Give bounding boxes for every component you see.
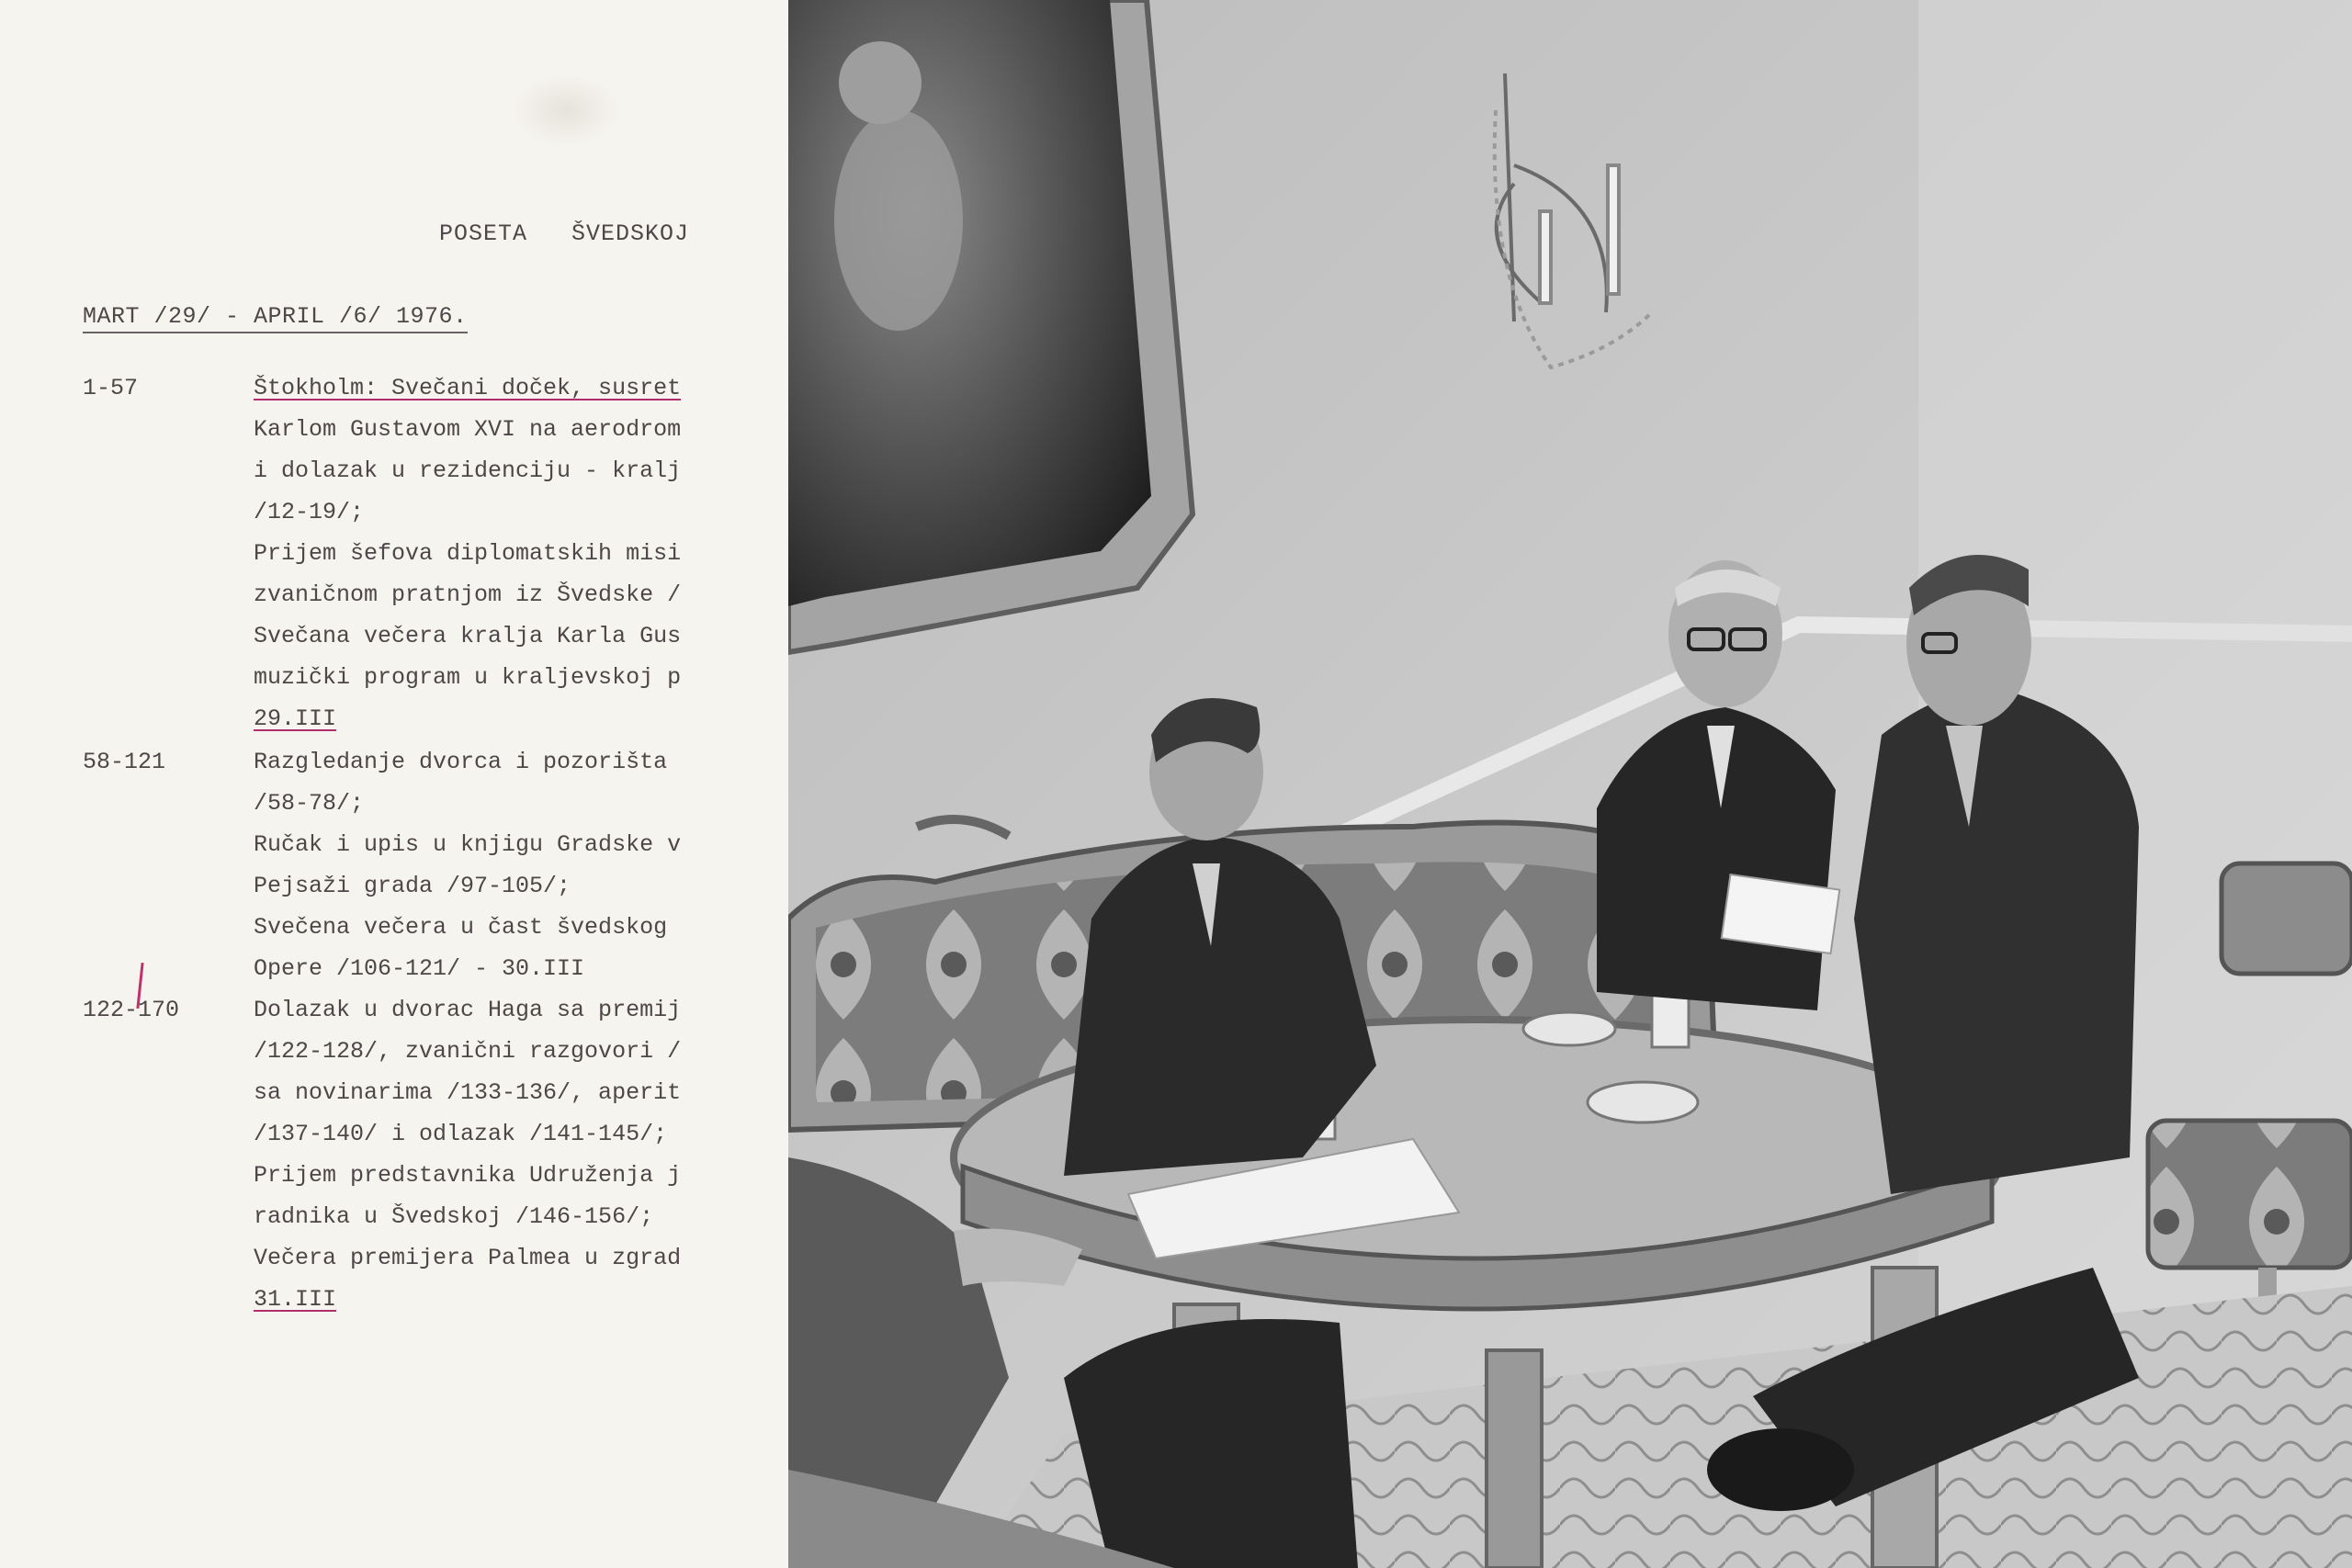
entry-3-line: /122-128/, zvanični razgovori / (254, 1038, 682, 1065)
photo-illustration (788, 0, 2352, 1568)
entry-1-line: /12-19/; (254, 499, 365, 525)
framed-painting (788, 0, 1193, 652)
entry-range-1: 1-57 (83, 375, 139, 401)
entry-3-line: Dolazak u dvorac Haga sa premij (254, 997, 682, 1023)
entry-range-3: 122-170 (83, 997, 180, 1023)
document-date: MART /29/ - APRIL /6/ 1976. (83, 303, 468, 333)
typewritten-document (0, 0, 788, 1568)
entry-3-line: Večera premijera Palmea u zgrad (254, 1245, 682, 1271)
entry-1-line: muzički program u kraljevskoj p (254, 664, 682, 691)
entry-3-line: /137-140/ i odlazak /141-145/; (254, 1121, 668, 1147)
entry-2-line: Pejsaži grada /97-105/; (254, 873, 571, 899)
document-title: POSETA ŠVEDSKOJ (439, 220, 690, 247)
entry-1-line: Štokholm: Svečani doček, susret (254, 375, 682, 401)
entry-1-line: zvaničnom pratnjom iz Švedske / (254, 581, 682, 608)
entry-3-line: radnika u Švedskoj /146-156/; (254, 1203, 654, 1230)
faint-seal-stamp (511, 73, 621, 147)
entry-1-date: 29.III (254, 705, 337, 732)
entry-2-line: Ručak i upis u knjigu Gradske v (254, 831, 682, 858)
entry-2-line: Razgledanje dvorca i pozorišta (254, 749, 668, 775)
entry-1-line: Svečana večera kralja Karla Gus (254, 623, 682, 649)
entry-3-date: 31.III (254, 1286, 337, 1313)
entry-3-line: sa novinarima /133-136/, aperit (254, 1079, 682, 1106)
entry-2-line: /58-78/; (254, 790, 365, 817)
black-and-white-photo-of-meeting (788, 0, 2352, 1568)
entry-1-line: Prijem šefova diplomatskih misi (254, 540, 682, 567)
entry-1-line: Karlom Gustavom XVI na aerodrom (254, 416, 682, 443)
entry-1-line: i dolazak u rezidenciju - kralj (254, 457, 682, 484)
entry-range-2: 58-121 (83, 749, 166, 775)
entry-2-line: Svečena večera u čast švedskog (254, 914, 668, 941)
entry-2-line: Opere /106-121/ - 30.III (254, 955, 585, 982)
entry-3-line: Prijem predstavnika Udruženja j (254, 1162, 682, 1189)
